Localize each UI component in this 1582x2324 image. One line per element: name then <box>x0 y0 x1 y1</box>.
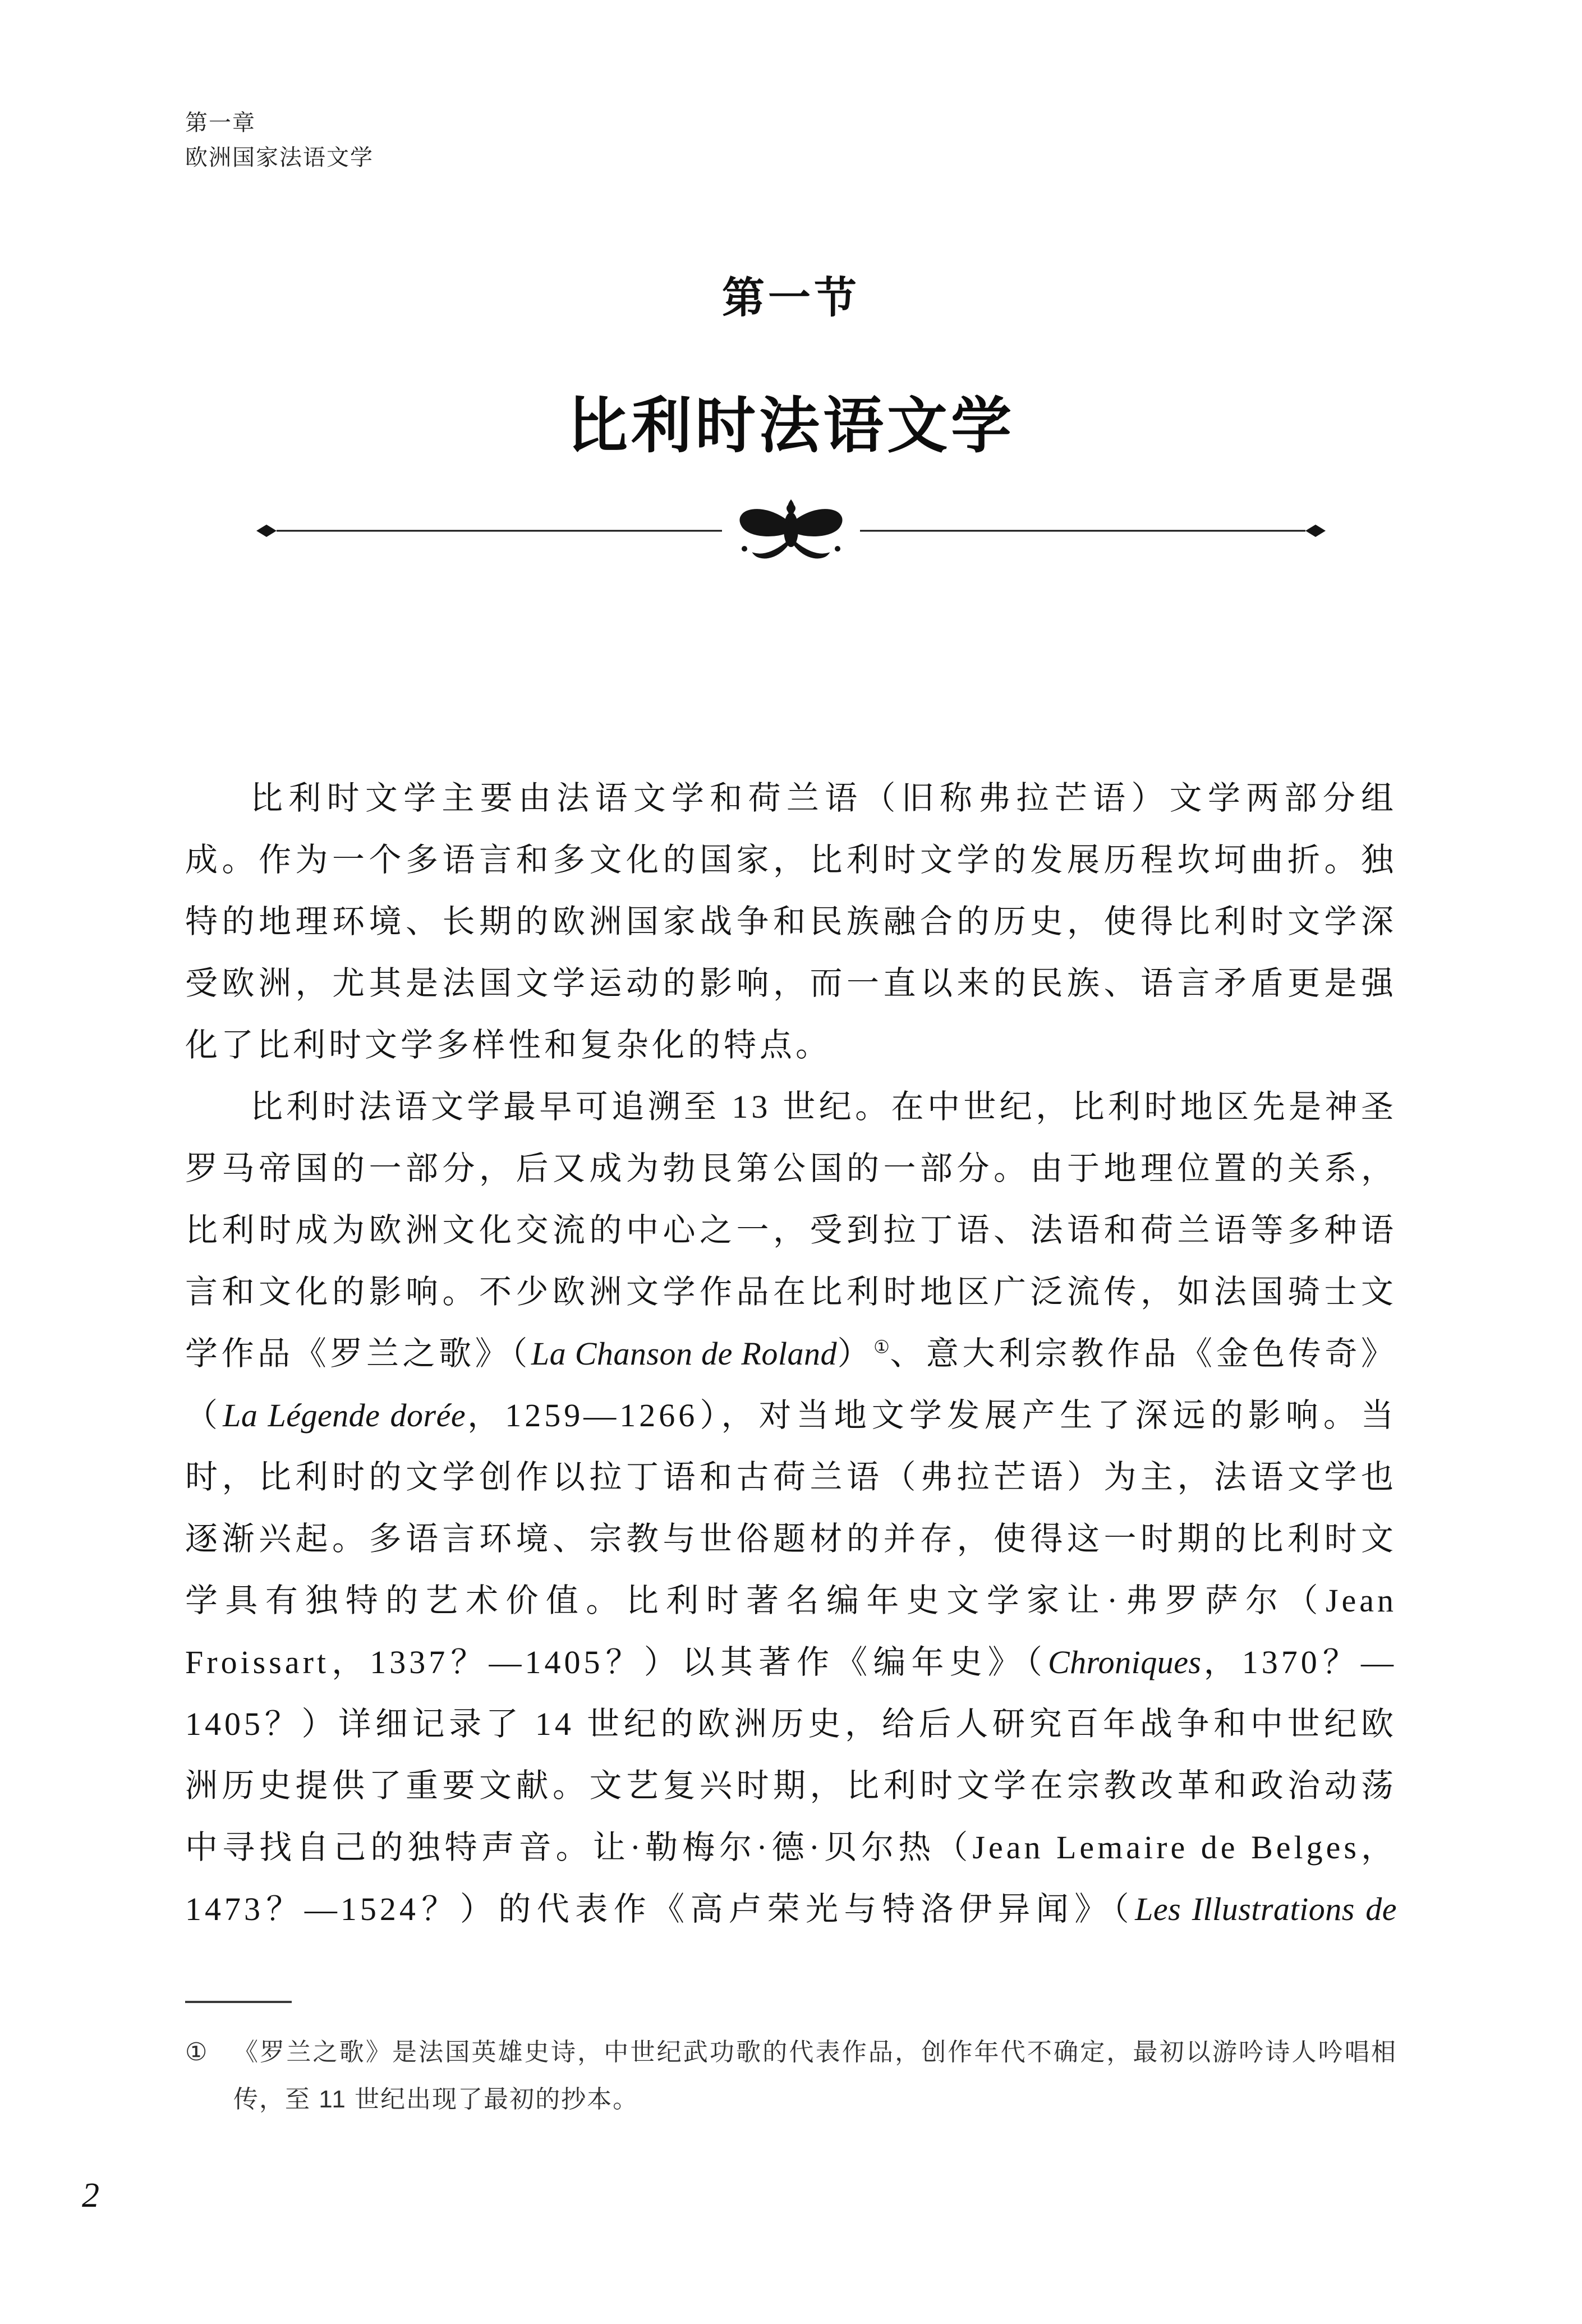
ornament-divider-icon <box>255 494 1327 572</box>
paragraph-1-text: 比利时文学主要由法语文学和荷兰语（旧称弗拉芒语）文学两部分组成。作为一个多语言和多文化的国家，比利时文学的发展历程坎坷曲折。独特的地理环境、长期的欧洲国家战争和民族融合的历史，使得比利时文学深受欧洲，尤其是法国文学运动的影响，而一直以来的民族、语言矛盾更是强化了比利时文学多样性和复杂化的特点。 <box>185 780 1397 1063</box>
section-title: 比利时法语文学 <box>567 392 1015 460</box>
footnote-reference-1: ① <box>873 1337 890 1357</box>
body-text <box>185 768 1397 1940</box>
footnote <box>185 2029 1397 2123</box>
chapter-number: 第一章 <box>185 111 256 135</box>
footnote-text: 《罗兰之歌》是法国英雄史诗，中世纪武功歌的代表作品，创作年代不确定，最初以游吟诗人吟唱相传，至 11 世纪出现了最初的抄本。 <box>233 2038 1397 2113</box>
ornament-divider <box>255 494 1327 572</box>
page-number: 2 <box>82 2176 99 2215</box>
footnote-area <box>185 2001 1397 2123</box>
latin-title-chanson-de-roland: La Chanson de Roland <box>531 1335 837 1372</box>
running-header <box>185 105 374 175</box>
footnote-rule <box>185 2001 292 2003</box>
latin-title-chroniques: Chroniques <box>1047 1644 1202 1680</box>
chapter-title: 欧洲国家法语文学 <box>185 145 374 170</box>
paragraph-2-run-7: ，1259—1266），对当地文学发展产生了深远的影响。当时，比利时的文学创作以拉丁语和古荷兰语（弗拉芒语）为主，法语文学也逐渐兴起。多语言环境、宗教与世俗题材的并存，使得这一时期的比利时文学具有独特的艺术价值。比利时著名编年史文学家让·弗罗萨尔（Jean Froissart，1337？—1405？）以其著作《编年史》（ <box>185 1397 1397 1680</box>
paragraph-2 <box>185 1076 1397 1940</box>
paragraph-1 <box>185 768 1397 1076</box>
paragraph-2-run-3: ） <box>836 1335 874 1372</box>
latin-title-les-illustrations: Les Illustrations de <box>1135 1891 1397 1927</box>
section-kicker: 第一节 <box>722 274 860 322</box>
paragraph-2-run-9: ，1370？—1405？）详细记录了 14 世纪的欧洲历史，给后人研究百年战争和中世纪欧洲历史提供了重要文献。文艺复兴时期，比利时文学在宗教改革和政治动荡中寻找自己的独特声音。让·勒梅尔·德·贝尔热（Jean Lemaire de Belges，1473？—1524？）的代表作《高卢荣光与特洛伊异闻》（ <box>185 1644 1397 1927</box>
footnote-marker: ① <box>185 2038 209 2066</box>
latin-title-legende-doree: La Légende dorée <box>223 1397 466 1434</box>
paragraph-2-run-1: 比利时法语文学最早可追溯至 13 世纪。在中世纪，比利时地区先是神圣罗马帝国的一部分，后又成为勃艮第公国的一部分。由于地理位置的关系，比利时成为欧洲文化交流的中心之一，受到拉丁语、法语和荷兰语等多种语言和文化的影响。不少欧洲文学作品在比利时地区广泛流传，如法国骑士文学作品《罗兰之歌》（ <box>185 1088 1397 1372</box>
paragraph-2-run-5: 、意大利宗教作品《金色传奇》（ <box>185 1335 1397 1434</box>
